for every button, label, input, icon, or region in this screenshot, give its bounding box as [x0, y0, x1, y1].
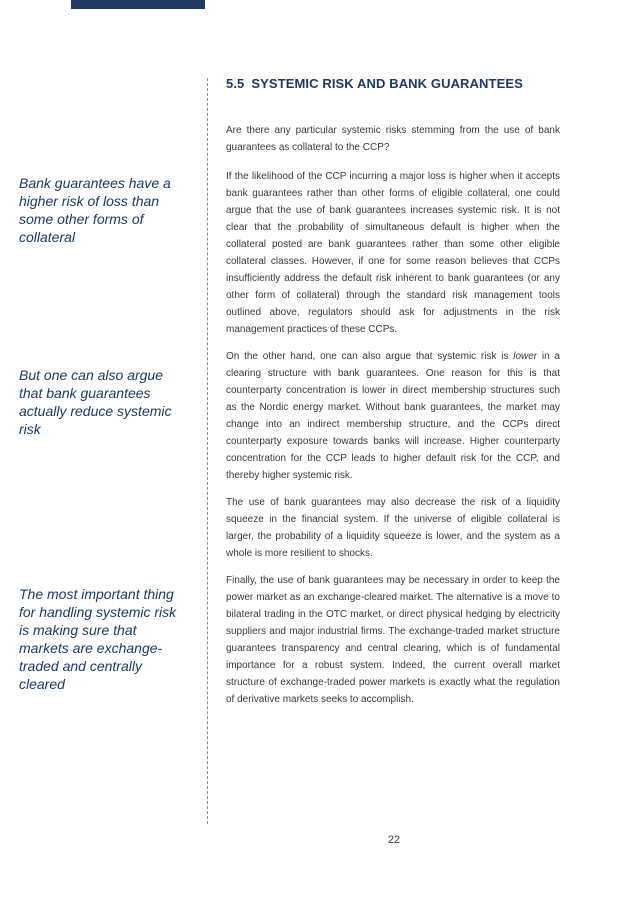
margin-note-loss-risk: Bank guarantees have a higher risk of loss than some other forms of collateral — [19, 175, 171, 245]
paragraph-lower-risk-start: On the other hand, one can also argue that systemic risk is — [226, 351, 514, 362]
section-heading — [226, 76, 523, 91]
paragraph-increased-risk: If the likelihood of the CCP incurring a major loss is higher when it accepts bank guarantees rather than other forms of eligible collateral, one could argue that the use of bank guarantees increases systemic risk. It is not clear that the probability of simultaneous default is higher when the collateral posted are bank guarantees rather than some other eligible collateral classes. However, if one for some reason believes that CCPs insufficiently address the default risk inherent to bank guarantees (or any other form of collateral) through the standard risk management tools outlined above, regulators should ask for adjustments in the risk management practices of these CCPs. — [226, 171, 560, 335]
section-number: 5.5 — [226, 76, 245, 91]
paragraph-question: Are there any particular systemic risks stemming from the use of bank guarantees as collateral to the CCP? — [226, 125, 560, 153]
column-divider — [207, 78, 208, 824]
section-title: SYSTEMIC RISK AND BANK GUARANTEES — [251, 76, 523, 91]
paragraph-exchange-cleared: Finally, the use of bank guarantees may be necessary in order to keep the power market as an exchange-cleared market. The alternative is a move to bilateral trading in the OTC market, or direct physical hedging by electricity suppliers and major industrial firms. The exchange-traded market structure guarantees transparency and central clearing, which is of fundamental importance for a robust system. Indeed, the current overall market structure of exchange-traded power markets is exactly what the regulation of derivative markets seeks to accomplish. — [226, 575, 560, 705]
paragraph-lower-risk-end: in a clearing structure with bank guarantees. One reason for this is that counterparty concentration is lower in direct membership structures such as the Nordic energy market. Without bank guarantees, the market may change into an indirect membership structure, and the CCPs direct counterparty exposure towards banks will increase. Higher counterparty concentration for the CCP leads to higher default risk for the CCP, and thereby higher systemic risk. — [226, 351, 560, 481]
body-text-column — [226, 122, 560, 718]
margin-note-exchange-traded: The most important thing for handling systemic risk is making sure that markets are exchange-traded and centrally cleared — [19, 586, 177, 692]
page-number: 22 — [387, 834, 401, 846]
emphasis-lower: lower — [513, 351, 538, 362]
paragraph-lower-risk — [226, 348, 560, 484]
paragraph-liquidity: The use of bank guarantees may also decrease the risk of a liquidity squeeze in the financial system. If the universe of eligible collateral is larger, the probability of a liquidity squeeze is lower, and the system as a whole is more resilient to shocks. — [226, 497, 560, 559]
margin-note-reduce-risk: But one can also argue that bank guarantees actually reduce systemic risk — [19, 367, 172, 437]
header-bar — [71, 0, 205, 9]
